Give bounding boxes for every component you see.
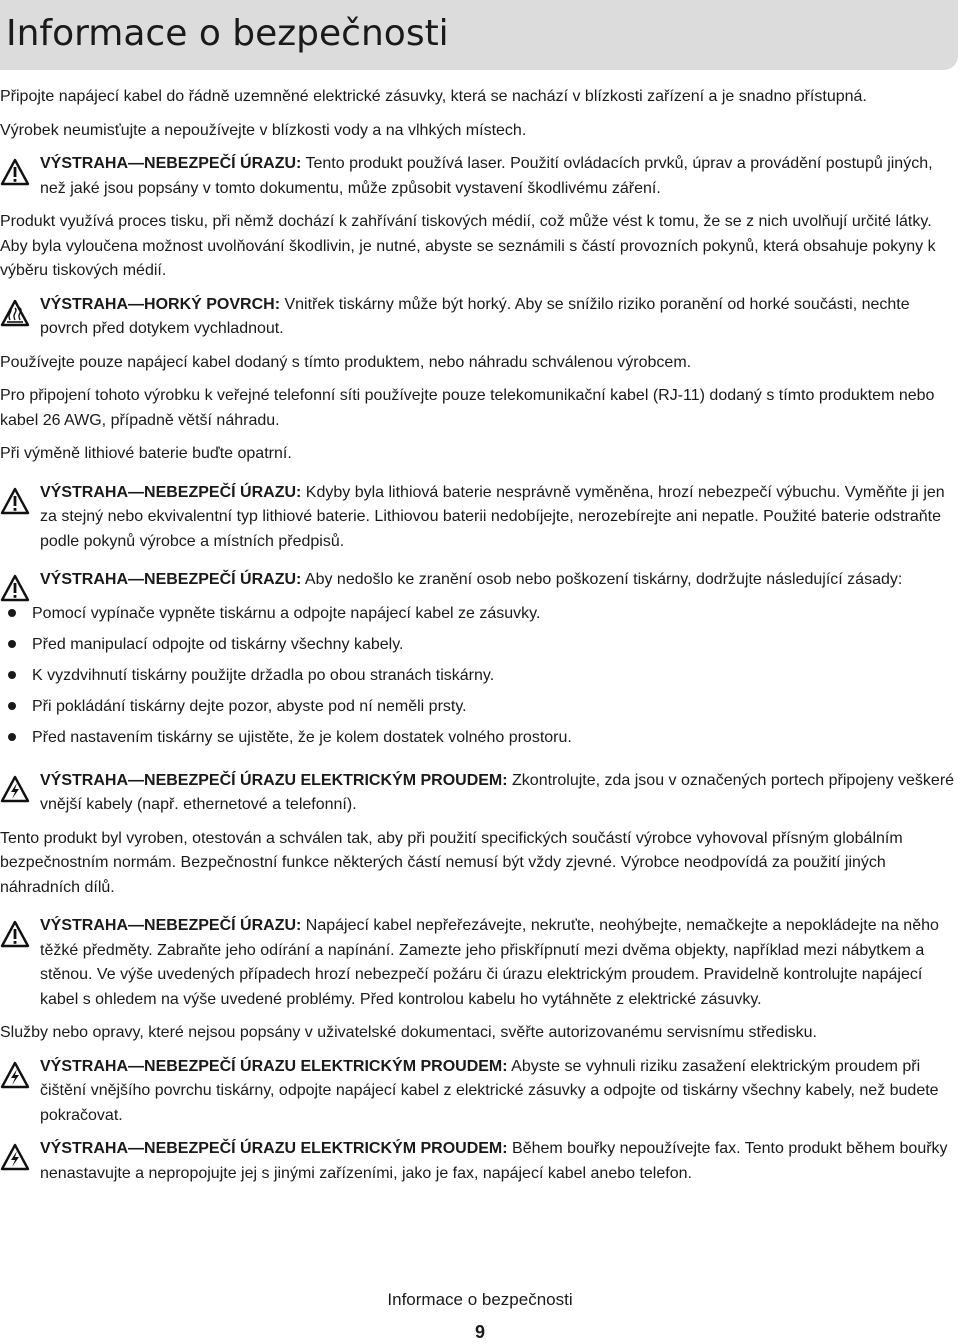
warning-text: Vnitřek tiskárny může být horký. Aby se snížilo riziko poranění od horké součásti, nechte povrch před dotykem vychladnout.	[40, 295, 910, 337]
warning-text: Napájecí kabel nepřeřezávejte, nekruťte, neohýbejte, nemačkejte a nepokládejte na něho těžké předměty. Zabraňte jeho odírání a napínání. Zamezte jeho přiskřípnutí mezi dvěma objekty, například mezi nábytkem a stěnou. Ve výše uvedených případech hrozí nebezpečí požáru či úrazu elektrickým proudem. Pravidelně kontrolujte napájecí kabel s ohledem na výše uvedené problémy. Před kontrolou kabelu ho vytáhněte z elektrické zásuvky.	[40, 917, 939, 1008]
warning-lead: VÝSTRAHA—NEBEZPEČÍ ÚRAZU ELEKTRICKÝM PROUDEM:	[40, 1057, 508, 1075]
warning-text: Aby nedošlo ke zranění osob nebo poškození tiskárny, dodržujte následující zásady:	[301, 571, 903, 588]
warning-handling	[0, 568, 955, 593]
paragraph-power-cable: Používejte pouze napájecí kabel dodaný s tímto produktem, nebo náhradu schválenou výrobcem.	[0, 353, 692, 371]
warning-storm	[0, 1137, 955, 1186]
bullet-dot	[8, 733, 16, 741]
bullet-dot	[8, 702, 16, 710]
warning-triangle-icon	[0, 920, 30, 948]
list-item: Před manipulací odpojte od tiskárny všechny kabely.	[0, 633, 958, 664]
warning-text: Zkontrolujte, zda jsou v označených portech připojeny veškeré vnější kabely (např. ethernetové a telefonní).	[40, 771, 955, 813]
warning-cables	[0, 769, 955, 818]
warning-lead: VÝSTRAHA—NEBEZPEČÍ ÚRAZU:	[40, 483, 302, 501]
hot-surface-icon	[0, 299, 30, 327]
paragraph-power-cord: Připojte napájecí kabel do řádně uzemněné elektrické zásuvky, která se nachází v blízkosti zařízení a je snadno přístupná.	[0, 88, 867, 105]
warning-lead: VÝSTRAHA—HORKÝ POVRCH:	[40, 295, 281, 313]
title-bar	[0, 0, 958, 70]
electric-shock-icon	[0, 1143, 30, 1171]
warning-lead: VÝSTRAHA—NEBEZPEČÍ ÚRAZU:	[40, 155, 302, 172]
paragraph-telephone: Pro připojení tohoto výrobku k veřejné telefonní síti používejte pouze telekomunikační kabel (RJ‑11) dodaný s tímto produktem nebo kabel 26 AWG, případně větší náhradu.	[0, 387, 935, 429]
electric-shock-icon	[0, 775, 30, 803]
list-item: Při pokládání tiskárny dejte pozor, abyste pod ní neměli prsty.	[0, 695, 958, 726]
paragraph-standards: Tento produkt byl vyroben, otestován a schválen tak, aby při použití specifických součástí výrobce vyhovoval přísným globálním bezpečnostním normám. Bezpečnostní funkce některých částí nemusí být vždy zjevné. Výrobce neodpovídá za použití jiných náhradních dílů.	[0, 829, 903, 896]
footer-title: Informace o bezpečnosti	[387, 1290, 573, 1309]
warning-triangle-icon	[0, 487, 30, 515]
page-title: Informace o bezpečnosti	[6, 13, 449, 54]
warning-text: Abyste se vyhnuli riziku zasažení elektrickým proudem při čištění vnějšího povrchu tiskárny, odpojte napájecí kabel z elektrické zásuvky a odpojte od tiskárny všechny kabely, než budete pokračovat.	[40, 1057, 939, 1124]
warning-power-cord	[0, 914, 955, 1012]
handling-list	[0, 602, 958, 757]
paragraph-water: Výrobek neumisťujte a nepoužívejte v blízkosti vody a na vlhkých místech.	[0, 121, 527, 139]
warning-triangle-icon	[0, 158, 30, 186]
paragraph-service: Služby nebo opravy, které nejsou popsány v uživatelské dokumentaci, svěřte autorizovanému servisnímu středisku.	[0, 1024, 817, 1041]
list-item: K vyzdvihnutí tiskárny použijte držadla po obou stranách tiskárny.	[0, 664, 958, 695]
bullet-dot	[8, 671, 16, 679]
warning-laser	[0, 152, 955, 201]
bullet-dot	[8, 609, 16, 617]
bullet-dot	[8, 640, 16, 648]
paragraph-print-process: Produkt využívá proces tisku, při němž dochází k zahřívání tiskových médií, což může vést k tomu, že se z nich uvolňují určité látky. Aby byla vyloučena možnost uvolňování škodlivin, je nutné, abyste se seznámili s částí provozních pokynů, která obsahuje pokyny k výběru tiskových médií.	[0, 213, 936, 279]
document-body	[0, 85, 958, 1195]
warning-text: Během bouřky nepoužívejte fax. Tento produkt během bouřky nenastavujte a nepropojujte jej s jinými zařízeními, jako je fax, napájecí kabel anebo telefon.	[40, 1140, 948, 1182]
page-number: 9	[474, 1322, 485, 1342]
warning-lead: VÝSTRAHA—NEBEZPEČÍ ÚRAZU:	[40, 571, 302, 588]
electric-shock-icon	[0, 1061, 30, 1089]
warning-triangle-icon	[0, 574, 30, 602]
warning-hot-surface	[0, 293, 955, 342]
list-item: Před nastavením tiskárny se ujistěte, že je kolem dostatek volného prostoru.	[0, 726, 958, 757]
warning-text: Tento produkt používá laser. Použití ovládacích prvků, úprav a provádění postupů jiných, než jaké jsou popsány v tomto dokumentu, může způsobit vystavení škodlivému záření.	[40, 155, 933, 197]
warning-lead: VÝSTRAHA—NEBEZPEČÍ ÚRAZU ELEKTRICKÝM PROUDEM:	[40, 1140, 508, 1157]
paragraph-battery: Při výměně lithiové baterie buďte opatrní.	[0, 445, 292, 462]
warning-text: Kdyby byla lithiová baterie nesprávně vyměněna, hrozí nebezpečí výbuchu. Vyměňte ji jen za stejný nebo ekvivalentní typ lithiové baterie. Lithiovou baterii nedobíjejte, nerozebírejte ani nepatle. Použité baterie odstraňte podle pokynů výrobce a místních předpisů.	[40, 483, 945, 550]
warning-cleaning	[0, 1055, 955, 1129]
list-item: Pomocí vypínače vypněte tiskárnu a odpojte napájecí kabel ze zásuvky.	[0, 602, 958, 633]
warning-battery	[0, 481, 955, 555]
warning-lead: VÝSTRAHA—NEBEZPEČÍ ÚRAZU ELEKTRICKÝM PROUDEM:	[40, 771, 508, 789]
warning-lead: VÝSTRAHA—NEBEZPEČÍ ÚRAZU:	[40, 917, 302, 934]
